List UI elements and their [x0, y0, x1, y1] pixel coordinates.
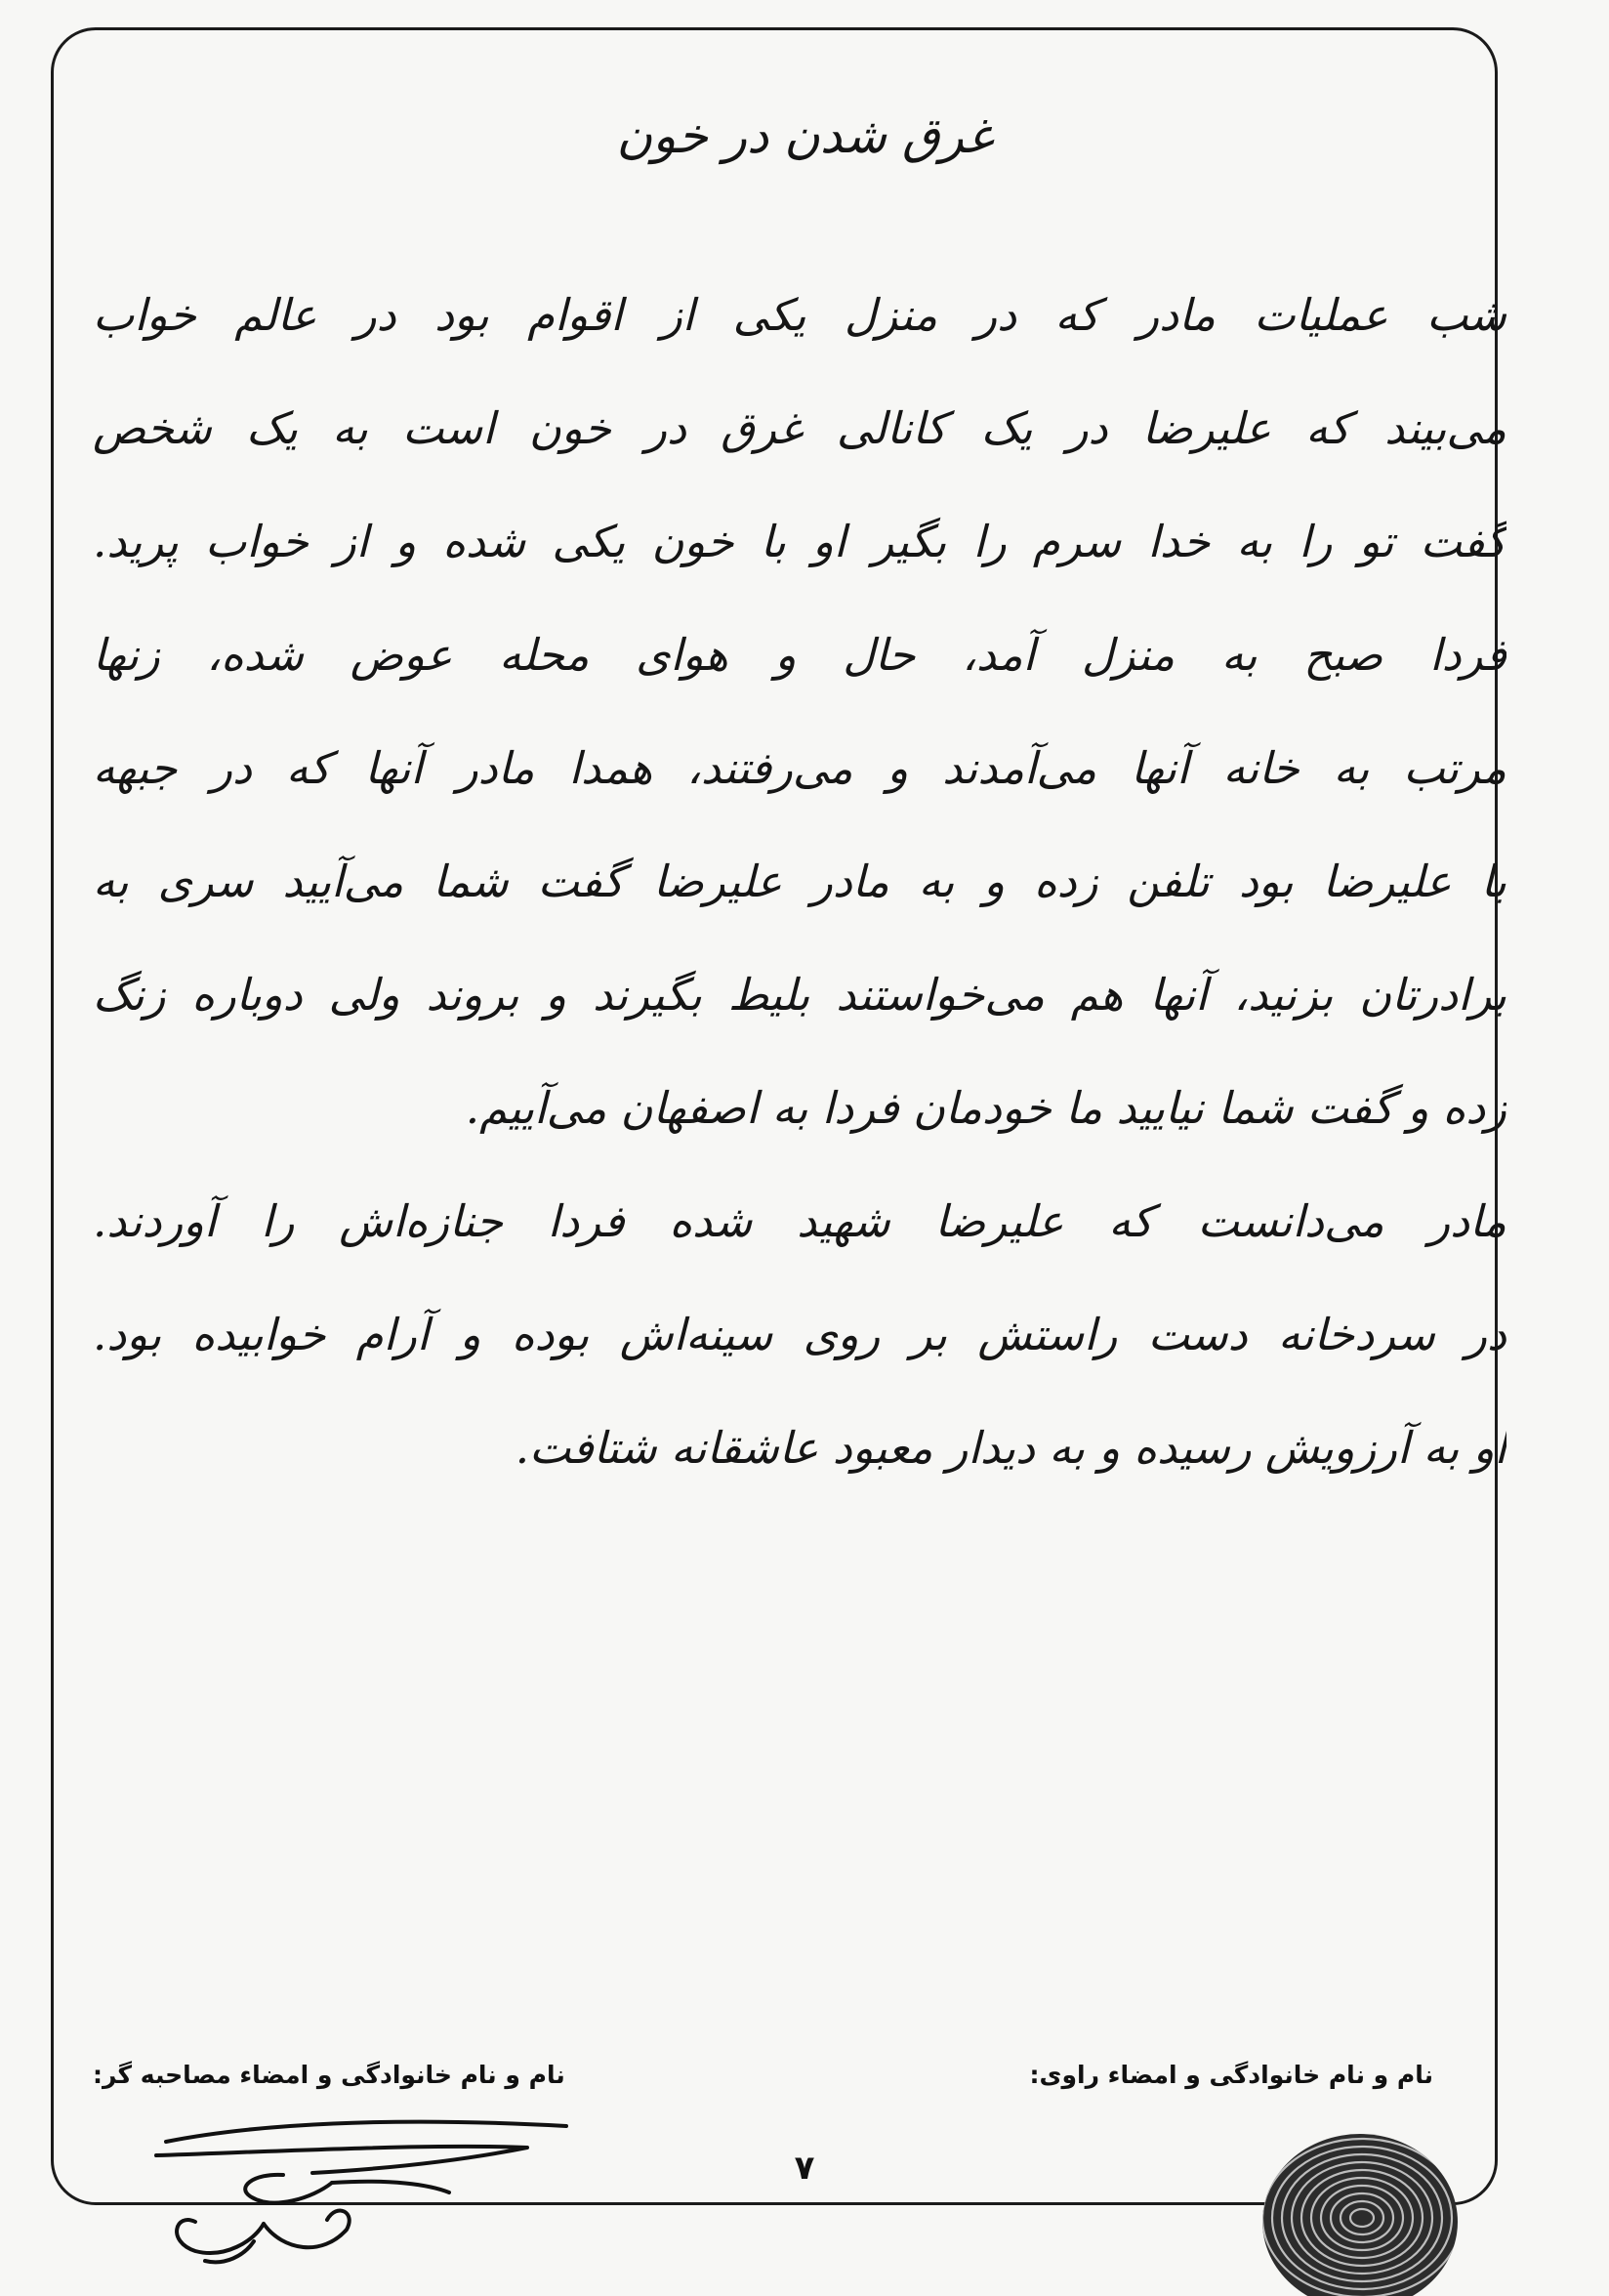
interviewer-signature: [137, 2105, 586, 2271]
text-line: مادر می‌دانست که علیرضا شهید شده فردا جنازه‌اش را آوردند.: [93, 1195, 1506, 1247]
text-line: فردا صبح به منزل آمد، حال و هوای محله عوض شده، زنها: [93, 629, 1506, 681]
text-line: با علیرضا بود تلفن زده و به مادر علیرضا گفت شما می‌آیید سری به: [93, 856, 1506, 907]
text-line: مرتب به خانه آنها می‌آمدند و می‌رفتند، همدا مادر آنها که در جبهه: [93, 742, 1506, 794]
narrator-signature-label: نام و نام خانوادگی و امضاء راوی:: [1029, 2061, 1433, 2089]
interviewer-signature-label: نام و نام خانوادگی و امضاء مصاحبه گر:: [93, 2061, 565, 2089]
text-line: شب عملیات مادر که در منزل یکی از اقوام بود در عالم خواب: [93, 289, 1506, 341]
handwritten-text-body: [93, 259, 1506, 1505]
text-line: زده و گفت شما نیایید ما خودمان فردا به اصفهان می‌آییم.: [465, 1082, 1506, 1134]
text-line: برادرتان بزنید، آنها هم می‌خواستند بلیط بگیرند و بروند ولی دوباره زنگ: [93, 969, 1506, 1021]
document-title: غرق شدن در خون: [616, 107, 993, 164]
page-number: ۷: [794, 2149, 815, 2188]
text-line: می‌بیند که علیرضا در یک کانالی غرق در خون است به یک شخص: [93, 402, 1506, 454]
text-line: او به آرزویش رسیده و به دیدار معبود عاشقانه شتافت.: [515, 1422, 1506, 1474]
text-line: گفت تو را به خدا سرم را بگیر او با خون یکی شده و از خواب پرید.: [93, 516, 1506, 567]
text-line: در سردخانه دست راستش بر روی سینه‌اش بوده و آرام خوابیده بود.: [93, 1309, 1506, 1360]
